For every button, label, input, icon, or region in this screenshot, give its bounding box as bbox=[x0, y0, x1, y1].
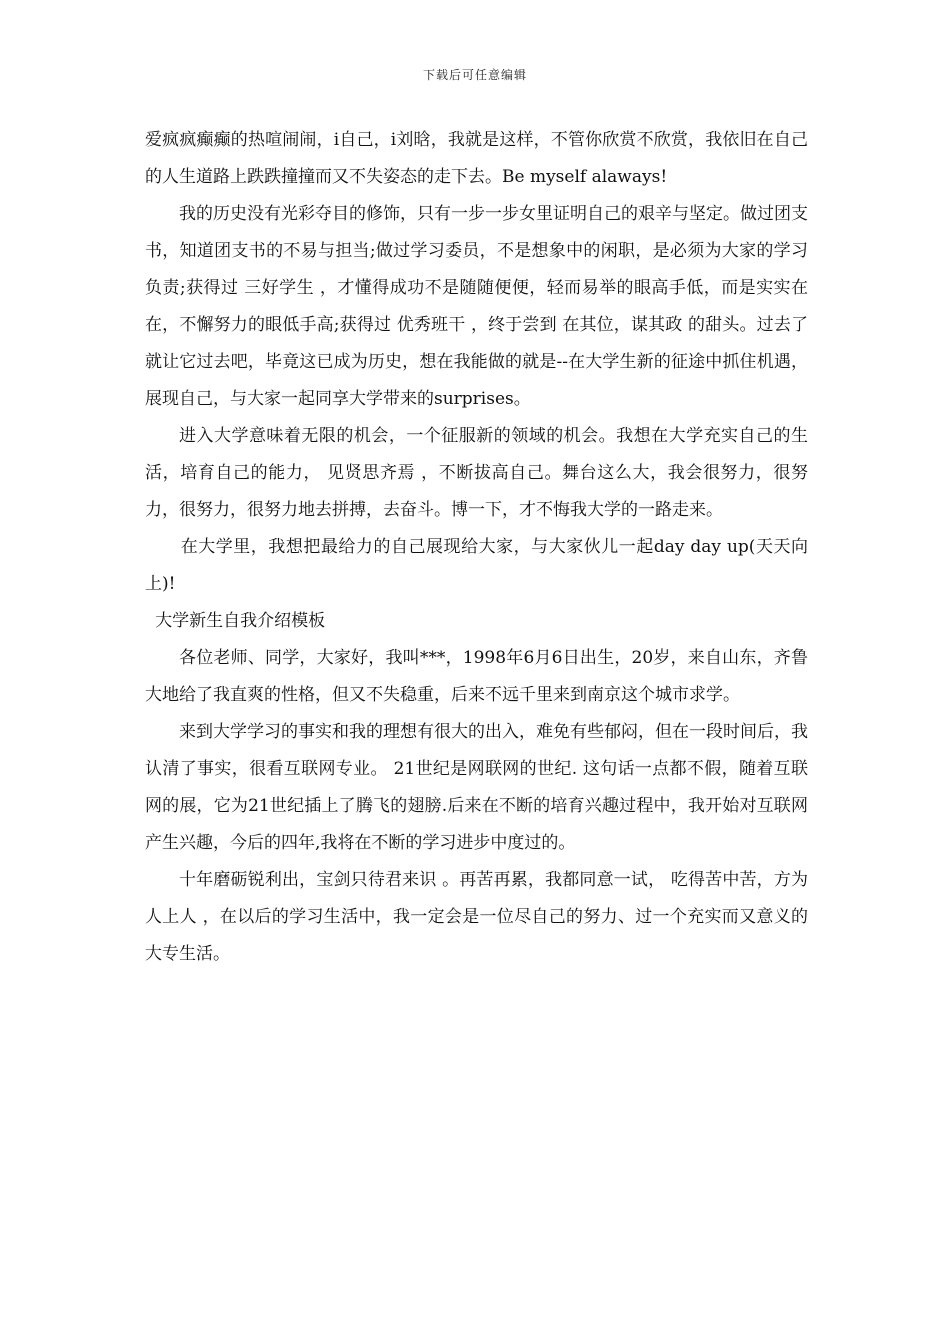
paragraph-6: 来到大学学习的事实和我的理想有很大的出入，难免有些郁闷，但在一段时间后，我认清了事实，很看互联网专业。 21世纪是网联网的世纪. 这句话一点都不假，随着互联网的展，它为21世纪插上了腾飞的翅膀.后来在不断的培育兴趣过程中，我开始对互联网产生兴趣，今后的四年,我将在不断的学习进步中度过的。 bbox=[145, 722, 808, 853]
paragraph-3: 进入大学意味着无限的机会，一个征服新的领域的机会。我想在大学充实自己的生活，培育自己的能力， 见贤思齐焉 ，不断拔高自己。舞台这么大，我会很努力，很努力，很努力，很努力地去拼搏，去奋斗。博一下，才不悔我大学的一路走来。 bbox=[145, 426, 808, 520]
paragraph-1: 爱疯疯癫癫的热喧闹闹，i自己，i刘晗，我就是这样，不管你欣赏不欣赏，我依旧在自己的人生道路上跌跌撞撞而又不失姿态的走下去。Be myself alaways! bbox=[145, 130, 808, 187]
paragraph-5: 各位老师、同学，大家好，我叫***，1998年6月6日出生，20岁，来自山东，齐鲁大地给了我直爽的性格，但又不失稳重，后来不远千里来到南京这个城市求学。 bbox=[145, 648, 808, 705]
paragraph-4: 在大学里，我想把最给力的自己展现给大家，与大家伙儿一起day day up(天天向上)! bbox=[145, 537, 808, 594]
document-body bbox=[145, 122, 808, 973]
page-header: 下载后可任意编辑 bbox=[422, 68, 527, 82]
paragraph-7: 十年磨砺锐利出，宝剑只待君来识 。再苦再累，我都同意一试， 吃得苦中苦，方为人上人 ，在以后的学习生活中，我一定会是一位尽自己的努力、过一个充实而又意义的大专生活。 bbox=[145, 870, 808, 964]
paragraph-2: 我的历史没有光彩夺目的修饰，只有一步一步女里证明自己的艰辛与坚定。做过团支书，知道团支书的不易与担当;做过学习委员，不是想象中的闲职，是必须为大家的学习负责;获得过 三好学生 ，才懂得成功不是随随便便，轻而易举的眼高手低，而是实实在在，不懈努力的眼低手高;获得过 优秀班干 ，终于尝到 在其位，谋其政 的甜头。过去了就让它过去吧，毕竟这已成为历史，想在我能做的就是--在大学生新的征途中抓住机遇，展现自己，与大家一起同享大学带来的surprises。 bbox=[145, 204, 808, 409]
section-heading: 大学新生自我介绍模板 bbox=[155, 611, 326, 631]
